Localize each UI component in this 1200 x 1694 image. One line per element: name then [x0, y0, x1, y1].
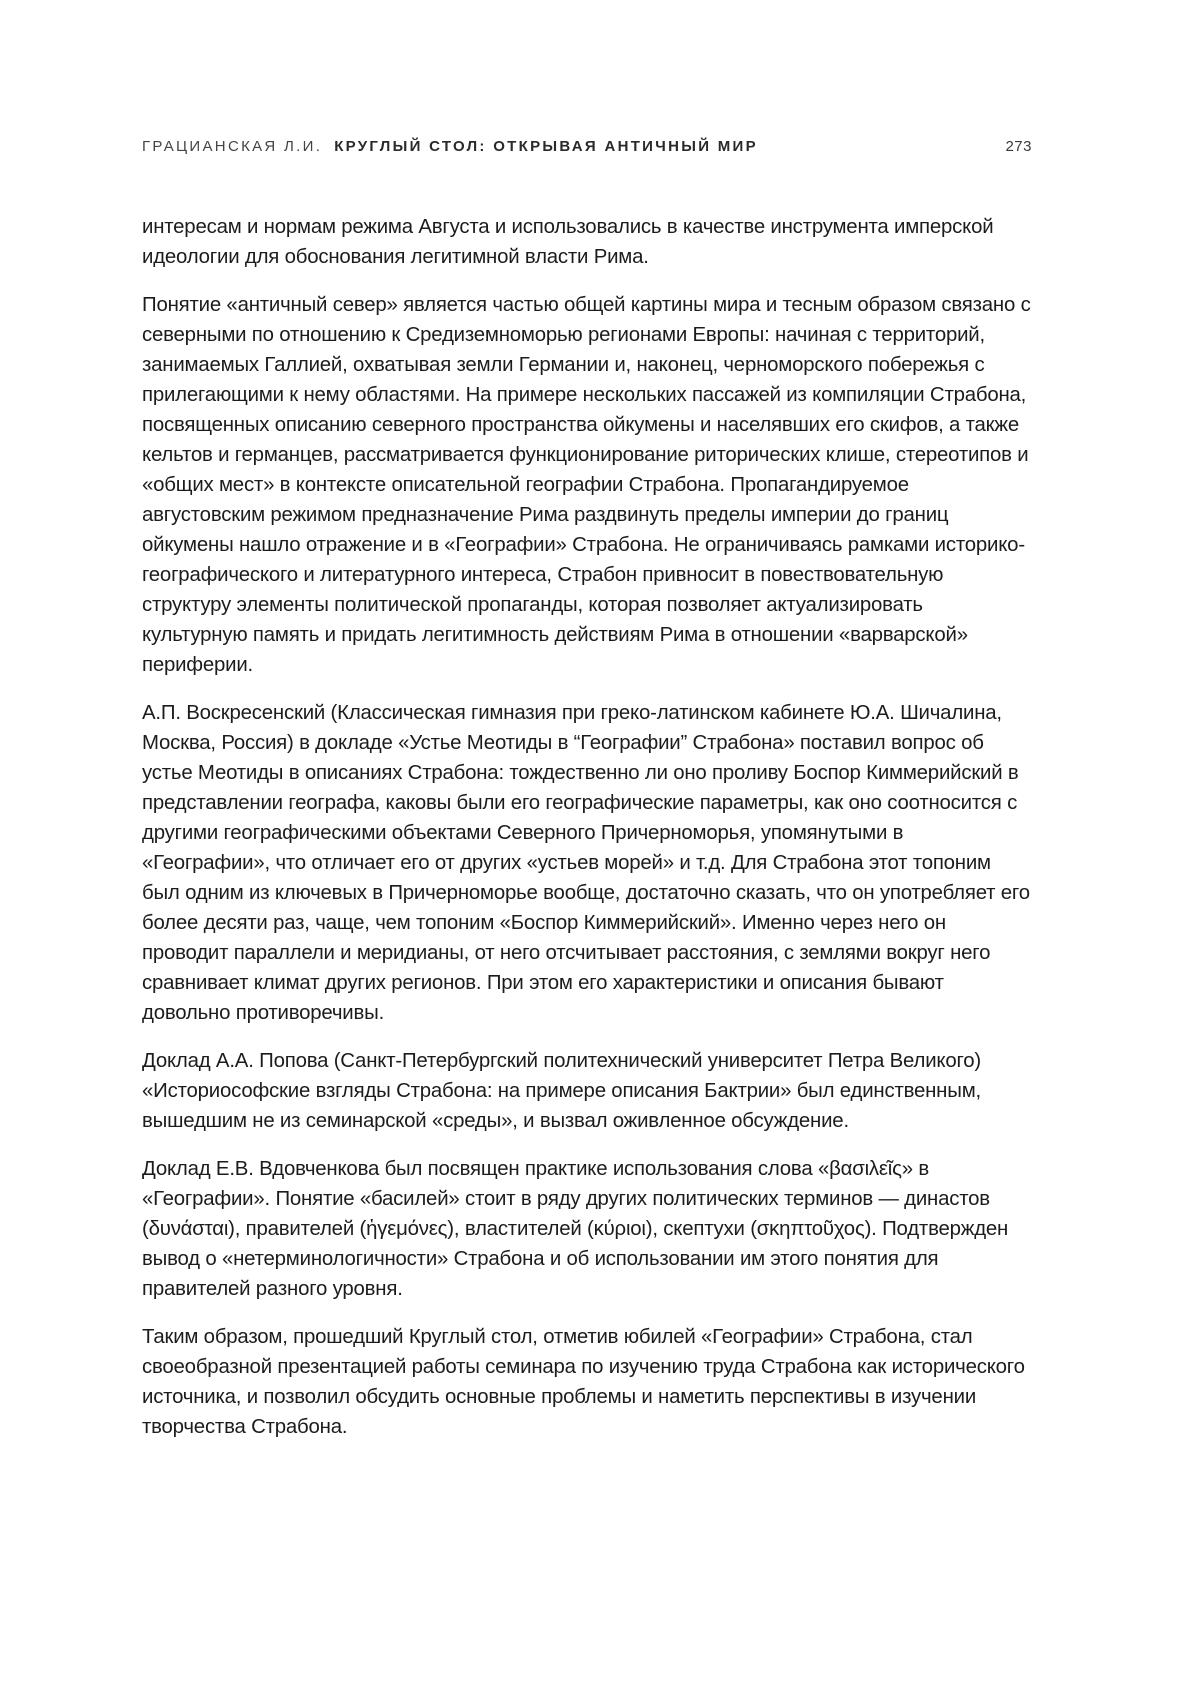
page-number: 273 — [1005, 138, 1032, 155]
header-title: КРУГЛЫЙ СТОЛ: ОТКРЫВАЯ АНТИЧНЫЙ МИР — [334, 138, 758, 155]
running-header — [142, 138, 1032, 162]
paragraph-vdovchenkov-report: Доклад Е.В. Вдовченкова был посвящен практике использования слова «βασιλεῖς» в «Географии». Понятие «басилей» стоит в ряду других политических терминов — династов (δυνάσται), правителей (ἡγεμόνες), властителей (κύριοι), скептухи (σκηπτοῦχος). Подтвержден вывод о «нетерминологичности» Страбона и об использовании им этого понятия для правителей разного уровня. — [142, 1154, 1032, 1304]
article-body — [142, 212, 1032, 1442]
paragraph-popov-report: Доклад А.А. Попова (Санкт-Петербургский политехнический университет Петра Великого) «Историософские взгляды Страбона: на примере описания Бактрии» был единственным, вышедшим не из семинарской «среды», и вызвал оживленное обсуждение. — [142, 1046, 1032, 1136]
header-author: ГРАЦИАНСКАЯ Л.И. — [142, 138, 322, 155]
paragraph-continuation: интересам и нормам режима Августа и использовались в качестве инструмента имперской идеологии для обоснования легитимной власти Рима. — [142, 212, 1032, 272]
paragraph-conclusion: Таким образом, прошедший Круглый стол, отметив юбилей «Географии» Страбона, стал своеобразной презентацией работы семинара по изучению труда Страбона как исторического источника, и позволил обсудить основные проблемы и наметить перспективы в изучении творчества Страбона. — [142, 1322, 1032, 1442]
paragraph-ancient-north: Понятие «античный север» является частью общей картины мира и тесным образом связано с северными по отношению к Средиземноморью регионами Европы: начиная с территорий, занимаемых Галлией, охватывая земли Германии и, наконец, черноморского побережья с прилегающими к нему областями. На примере нескольких пассажей из компиляции Страбона, посвященных описанию северного пространства ойкумены и населявших его скифов, а также кельтов и германцев, рассматривается функционирование риторических клише, стереотипов и «общих мест» в контексте описательной географии Страбона. Пропагандируемое августовским режимом предназначение Рима раздвинуть пределы империи до границ ойкумены нашло отражение и в «Географии» Страбона. Не ограничиваясь рамками историко-географического и литературного интереса, Страбон привносит в повествовательную структуру элементы политической пропаганды, которая позволяет актуализировать культурную память и придать легитимность действиям Рима в отношении «варварской» периферии. — [142, 290, 1032, 680]
paragraph-voskresensky-report: А.П. Воскресенский (Классическая гимназия при греко-латинском кабинете Ю.А. Шичалина, Москва, Россия) в докладе «Устье Меотиды в “Географии” Страбона» поставил вопрос об устье Меотиды в описаниях Страбона: тождественно ли оно проливу Боспор Киммерийский в представлении географа, каковы были его географические параметры, как оно соотносится с другими географическими объектами Северного Причерноморья, упомянутыми в «Географии», что отличает его от других «устьев морей» и т.д. Для Страбона этот топоним был одним из ключевых в Причерноморье вообще, достаточно сказать, что он употребляет его более десяти раз, чаще, чем топоним «Боспор Киммерийский». Именно через него он проводит параллели и меридианы, от него отсчитывает расстояния, с землями вокруг него сравнивает климат других регионов. При этом его характеристики и описания бывают довольно противоречивы. — [142, 698, 1032, 1028]
journal-page — [0, 0, 1200, 1694]
